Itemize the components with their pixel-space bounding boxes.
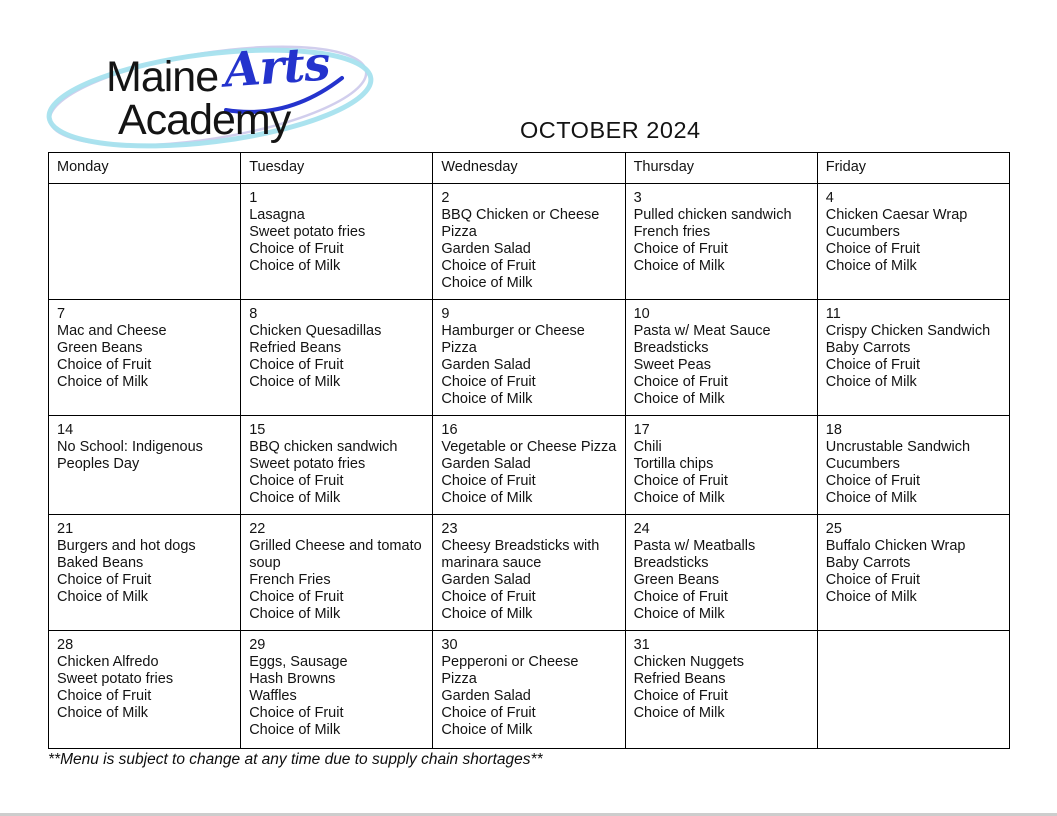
- menu-item: Burgers and hot dogs: [57, 538, 196, 554]
- menu-item: Choice of Fruit: [249, 473, 344, 489]
- calendar-cell: [817, 631, 1009, 749]
- menu-item: Choice of Milk: [441, 722, 533, 738]
- menu-item: Choice of Milk: [57, 374, 149, 390]
- menu-item: No School: Indigenous Peoples Day: [57, 439, 203, 472]
- logo-word-arts: Arts: [222, 36, 332, 99]
- day-number: 1: [249, 190, 258, 206]
- menu-item: Pepperoni or Cheese Pizza: [441, 654, 579, 687]
- menu-item: Choice of Milk: [633, 391, 725, 407]
- menu-item: Choice of Fruit: [633, 374, 728, 390]
- day-number: 25: [825, 521, 842, 537]
- menu-item: Cucumbers: [825, 224, 900, 240]
- menu-item: Crispy Chicken Sandwich: [825, 323, 991, 339]
- menu-item: Chicken Caesar Wrap: [825, 207, 968, 223]
- menu-item: Choice of Fruit: [441, 705, 536, 721]
- menu-item: Choice of Milk: [633, 606, 725, 622]
- header-row: [49, 153, 1010, 184]
- day-number: 15: [249, 422, 266, 438]
- menu-item: BBQ Chicken or Cheese Pizza: [441, 207, 600, 240]
- day-header: Thursday: [625, 153, 817, 184]
- menu-item: Garden Salad: [441, 688, 531, 704]
- calendar-cell: [433, 184, 625, 300]
- day-number: 23: [441, 521, 458, 537]
- menu-item: Garden Salad: [441, 241, 531, 257]
- day-number: 2: [441, 190, 450, 206]
- menu-item: Breadsticks: [633, 555, 709, 571]
- menu-item: Choice of Milk: [249, 258, 341, 274]
- day-number: 7: [57, 306, 66, 322]
- menu-item: French Fries: [249, 572, 331, 588]
- calendar-cell: [241, 515, 433, 631]
- day-number: 8: [249, 306, 258, 322]
- day-number: 18: [825, 422, 842, 438]
- menu-item: Pasta w/ Meat Sauce: [633, 323, 771, 339]
- calendar-cell: [625, 515, 817, 631]
- menu-item: Refried Beans: [249, 340, 342, 356]
- menu-item: Choice of Milk: [441, 490, 533, 506]
- menu-item: Chili: [633, 439, 662, 455]
- week-row: [49, 416, 1010, 515]
- menu-item: Uncrustable Sandwich: [825, 439, 971, 455]
- menu-item: Choice of Milk: [249, 374, 341, 390]
- day-number: 30: [441, 637, 458, 653]
- menu-item: Hash Browns: [249, 671, 336, 687]
- menu-item: Sweet potato fries: [249, 456, 366, 472]
- menu-item: Mac and Cheese: [57, 323, 167, 339]
- menu-item: Chicken Quesadillas: [249, 323, 382, 339]
- day-number: 16: [441, 422, 458, 438]
- menu-item: Choice of Fruit: [441, 258, 536, 274]
- day-number: 9: [441, 306, 450, 322]
- menu-item: French fries: [633, 224, 711, 240]
- calendar-cell: [49, 416, 241, 515]
- menu-item: Choice of Milk: [57, 705, 149, 721]
- menu-item: Breadsticks: [633, 340, 709, 356]
- calendar-cell: [433, 300, 625, 416]
- logo-word-maine: Maine: [106, 53, 219, 101]
- day-number: 28: [57, 637, 74, 653]
- calendar-body: [49, 184, 1010, 749]
- menu-item: Choice of Milk: [633, 258, 725, 274]
- calendar-cell: [49, 300, 241, 416]
- calendar-cell: [817, 300, 1009, 416]
- menu-calendar: [48, 152, 1010, 749]
- menu-item: Cucumbers: [825, 456, 900, 472]
- calendar-cell: [625, 300, 817, 416]
- menu-item: Choice of Milk: [249, 490, 341, 506]
- menu-item: Choice of Milk: [441, 275, 533, 291]
- day-number: 17: [633, 422, 650, 438]
- menu-item: Baby Carrots: [825, 555, 911, 571]
- menu-item: Choice of Milk: [825, 589, 917, 605]
- menu-item: Choice of Fruit: [825, 357, 921, 373]
- menu-item: Choice of Fruit: [825, 241, 921, 257]
- menu-item: Choice of Fruit: [441, 473, 536, 489]
- menu-item: Lasagna: [249, 207, 305, 223]
- menu-item: Choice of Fruit: [249, 241, 344, 257]
- menu-item: Pasta w/ Meatballs: [633, 538, 756, 554]
- day-number: 11: [825, 306, 841, 322]
- calendar-cell: [241, 631, 433, 749]
- calendar-cell: [817, 184, 1009, 300]
- menu-item: Choice of Fruit: [825, 473, 921, 489]
- school-logo: [40, 36, 385, 157]
- week-row: [49, 184, 1010, 300]
- day-number: 21: [57, 521, 74, 537]
- day-header: Tuesday: [241, 153, 433, 184]
- calendar-cell: [241, 184, 433, 300]
- day-header: Friday: [817, 153, 1009, 184]
- menu-item: Buffalo Chicken Wrap: [825, 538, 966, 554]
- calendar-cell: [625, 416, 817, 515]
- menu-item: Pulled chicken sandwich: [633, 207, 792, 223]
- menu-item: Green Beans: [57, 340, 143, 356]
- day-number: 10: [633, 306, 650, 322]
- calendar-cell: [49, 184, 241, 300]
- menu-item: Choice of Milk: [57, 589, 149, 605]
- menu-item: Choice of Milk: [633, 705, 725, 721]
- week-row: [49, 300, 1010, 416]
- menu-item: Choice of Milk: [249, 606, 341, 622]
- menu-item: Chicken Alfredo: [57, 654, 159, 670]
- menu-item: Tortilla chips: [633, 456, 714, 472]
- menu-item: Vegetable or Cheese Pizza: [441, 439, 617, 455]
- menu-item: Garden Salad: [441, 357, 531, 373]
- menu-item: Choice of Milk: [825, 490, 917, 506]
- menu-item: Choice of Fruit: [441, 374, 536, 390]
- day-header: Monday: [49, 153, 241, 184]
- menu-item: Choice of Fruit: [57, 688, 152, 704]
- calendar-cell: [49, 515, 241, 631]
- calendar-cell: [625, 631, 817, 749]
- menu-item: Baked Beans: [57, 555, 144, 571]
- day-number: 22: [249, 521, 266, 537]
- calendar-cell: [241, 300, 433, 416]
- menu-item: Garden Salad: [441, 572, 531, 588]
- menu-item: Hamburger or Cheese Pizza: [441, 323, 585, 356]
- calendar-cell: [817, 416, 1009, 515]
- menu-item: Choice of Fruit: [57, 572, 152, 588]
- calendar-cell: [433, 631, 625, 749]
- calendar-cell: [625, 184, 817, 300]
- logo-word-academy: Academy: [118, 96, 291, 144]
- menu-item: Chicken Nuggets: [633, 654, 744, 670]
- day-header: Wednesday: [433, 153, 625, 184]
- menu-item: BBQ chicken sandwich: [249, 439, 398, 455]
- menu-item: Choice of Fruit: [633, 241, 728, 257]
- menu-item: Choice of Milk: [441, 606, 533, 622]
- day-number: 24: [633, 521, 650, 537]
- menu-item: Grilled Cheese and tomato soup: [249, 538, 422, 571]
- menu-item: Choice of Fruit: [441, 589, 536, 605]
- menu-item: Eggs, Sausage: [249, 654, 348, 670]
- menu-item: Choice of Milk: [825, 374, 917, 390]
- menu-item: Choice of Milk: [825, 258, 917, 274]
- menu-item: Choice of Fruit: [249, 705, 344, 721]
- menu-item: Choice of Fruit: [249, 589, 344, 605]
- menu-item: Choice of Milk: [249, 722, 341, 738]
- calendar-cell: [817, 515, 1009, 631]
- menu-item: Choice of Milk: [441, 391, 533, 407]
- menu-item: Garden Salad: [441, 456, 531, 472]
- menu-item: Choice of Fruit: [633, 688, 728, 704]
- menu-item: Sweet Peas: [633, 357, 711, 373]
- calendar-cell: [433, 515, 625, 631]
- calendar-cell: [241, 416, 433, 515]
- day-number: 29: [249, 637, 266, 653]
- menu-item: Choice of Fruit: [57, 357, 152, 373]
- menu-item: Sweet potato fries: [57, 671, 174, 687]
- menu-item: Waffles: [249, 688, 297, 704]
- page-title: OCTOBER 2024: [520, 117, 701, 143]
- menu-item: Baby Carrots: [825, 340, 911, 356]
- week-row: [49, 515, 1010, 631]
- menu-item: Refried Beans: [633, 671, 726, 687]
- menu-item: Cheesy Breadsticks with marinara sauce: [441, 538, 600, 571]
- menu-item: Choice of Milk: [633, 490, 725, 506]
- day-number: 14: [57, 422, 74, 438]
- menu-item: Choice of Fruit: [249, 357, 344, 373]
- day-number: 31: [633, 637, 650, 653]
- menu-item: Sweet potato fries: [249, 224, 366, 240]
- footer-note: **Menu is subject to change at any time due to supply chain shortages**: [48, 751, 543, 768]
- calendar-cell: [49, 631, 241, 749]
- week-row: [49, 631, 1010, 749]
- menu-item: Green Beans: [633, 572, 720, 588]
- calendar-cell: [433, 416, 625, 515]
- day-number: 4: [825, 190, 834, 206]
- menu-item: Choice of Fruit: [633, 473, 728, 489]
- day-number: 3: [633, 190, 642, 206]
- menu-item: Choice of Fruit: [633, 589, 728, 605]
- menu-item: Choice of Fruit: [825, 572, 921, 588]
